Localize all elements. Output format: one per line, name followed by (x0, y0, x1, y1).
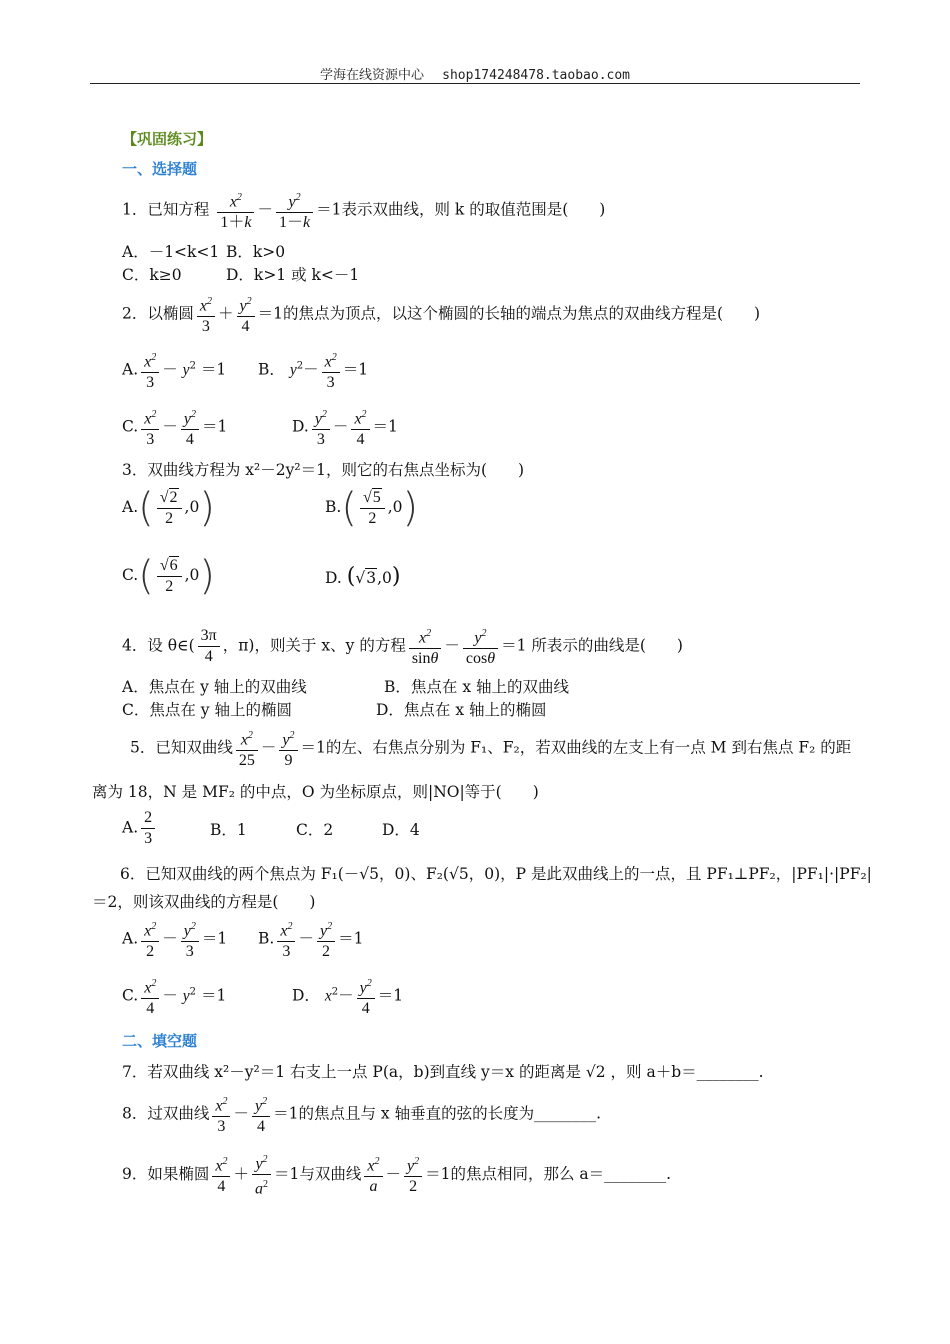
q4-option-d: D．焦点在 x 轴上的椭圆 (376, 701, 547, 719)
q4-option-b: B．焦点在 x 轴上的双曲线 (384, 678, 569, 696)
q4-tail: 所表示的曲线是( ) (531, 636, 683, 655)
q9-lead: 9．如果椭圆 (122, 1164, 210, 1183)
question-6: 6．已知双曲线的两个焦点为 F₁(－√5，0)、F₂(√5，0)，P 是此双曲线上的一点，且 PF₁⊥PF₂，|PF₁|·|PF₂| (120, 865, 872, 883)
q1-option-b: B．k>0 (226, 243, 286, 261)
q2-option-c: C. $\frac{x^2}{3}$ － $\frac{y^2}{4}$ ＝1 (122, 405, 227, 450)
q2-lead: 2．以椭圆 (122, 304, 194, 323)
q9-tail: 的焦点相同，那么 a＝________. (450, 1164, 672, 1183)
q2-option-b: B． $y^2-$ $\frac{x^2}{3}$ ＝1 (258, 348, 368, 393)
q1-lead: 1．已知方程 (122, 200, 210, 219)
q4-lead: 4．设 θ∈( (122, 636, 195, 655)
q3-option-d: D. (√3,0) (325, 564, 401, 589)
q5-option-a: A. $\frac{2}{3}$ (122, 808, 158, 849)
question-5: 5．已知双曲线 $\frac{x^2}{25}$ － $\frac{y^2}{9}$ ＝1的左、右焦点分别为 F₁、F₂，若双曲线的左支上有一点 M 到右焦点 F₂ 的距 (130, 726, 851, 771)
q2-option-a: A. $\frac{x^2}{3}$ － $y^2 =1$ (122, 348, 226, 393)
q1-option-c: C．k≥0 (122, 266, 182, 284)
question-1: 1．已知方程 $\frac{x^2}{1+k}$ － $\frac{y^2}{1-k}$ ＝1表示双曲线，则 k 的取值范围是( ) (122, 188, 605, 233)
q4-option-c: C．焦点在 y 轴上的椭圆 (122, 701, 292, 719)
question-5-line2: 离为 18，N 是 MF₂ 的中点，O 为坐标原点，则|NO|等于( ) (92, 783, 539, 801)
page-header (0, 64, 950, 83)
q1-option-a: A．－1<k<1 (122, 243, 220, 261)
header-site: 学海在线资源中心 (320, 68, 425, 83)
part2-title: 二、填空题 (122, 1032, 198, 1050)
q4-mid: ，π)，则关于 x、y 的方程 (222, 636, 406, 655)
q1-frac-1: $\frac{x^2}{1+k}$ (217, 188, 254, 233)
q6-option-b: B. $\frac{x^2}{3}$ － $\frac{y^2}{2}$ ＝1 (258, 917, 363, 962)
q2-frac-2: $\frac{y^2}{4}$ (237, 292, 255, 337)
section-title: 【巩固练习】 (122, 130, 213, 148)
q1-tail: 表示双曲线，则 k 的取值范围是( ) (341, 200, 606, 219)
q6-option-d: D． $x^2-$ $\frac{y^2}{4}$ ＝1 (292, 974, 403, 1019)
q3-option-a: A.( $\frac{√2}{2}$ ,0) (122, 485, 215, 531)
question-4: 4．设 θ∈( $\frac{3\pi}{4}$ ，π)，则关于 x、y 的方程 $\frac{x^2}{\sin\theta}$ － $\frac{y^2}{\cos\theta}$ ＝1 所表示的曲线是( ) (122, 624, 683, 669)
q4-option-a: A．焦点在 y 轴上的双曲线 (122, 678, 307, 696)
question-3: 3．双曲线方程为 x²－2y²＝1，则它的右焦点坐标为( ) (122, 461, 525, 479)
q2-frac-1: $\frac{x^2}{3}$ (197, 292, 215, 337)
question-9: 9．如果椭圆 $\frac{x^2}{4}$ ＋ $\frac{y^2}{a^2}$ ＝1与双曲线 $\frac{x^2}{a}$ － $\frac{y^2}{2}$ ＝1的焦点相同，那么 a＝________. (122, 1150, 671, 1200)
question-8: 8．过双曲线 $\frac{x^2}{3}$ － $\frac{y^2}{4}$ ＝1的焦点且与 x 轴垂直的弦的长度为________. (122, 1092, 601, 1137)
q5-option-c: C．2 (296, 821, 334, 839)
q8-tail: 的焦点且与 x 轴垂直的弦的长度为________. (298, 1104, 602, 1123)
q2-tail: 的焦点为顶点，以这个椭圆的长轴的端点为焦点的双曲线方程是( ) (282, 304, 761, 323)
q6-option-c: C. $\frac{x^2}{4}$ － $y^2 =1$ (122, 974, 226, 1019)
part1-title: 一、选择题 (122, 160, 198, 178)
q8-lead: 8．过双曲线 (122, 1104, 210, 1123)
question-2: 2．以椭圆 $\frac{x^2}{3}$ ＋ $\frac{y^2}{4}$ ＝1的焦点为顶点，以这个椭圆的长轴的端点为焦点的双曲线方程是( ) (122, 292, 760, 337)
q5-option-b: B．1 (210, 821, 247, 839)
header-url: shop174248478.taobao.com (442, 68, 630, 83)
q1-option-d: D．k>1 或 k<－1 (226, 266, 360, 284)
q5-lead: 5．已知双曲线 (130, 738, 233, 757)
q5-tail: 的左、右焦点分别为 F₁、F₂，若双曲线的左支上有一点 M 到右焦点 F₂ 的距 (325, 738, 852, 757)
q2-option-d: D. $\frac{y^2}{3}$ － $\frac{x^2}{4}$ ＝1 (292, 405, 398, 450)
q3-option-b: B.( $\frac{√5}{2}$ ,0) (325, 485, 419, 531)
q6-option-a: A. $\frac{x^2}{2}$ － $\frac{y^2}{3}$ ＝1 (122, 917, 227, 962)
header-rule (90, 83, 860, 84)
q9-mid: 与双曲线 (299, 1164, 362, 1183)
q5-option-d: D．4 (382, 821, 420, 839)
question-6-line2: ＝2，则该双曲线的方程是( ) (92, 893, 316, 911)
q1-frac-2: $\frac{y^2}{1-k}$ (276, 188, 313, 233)
question-7: 7．若双曲线 x²－y²＝1 右支上一点 P(a，b)到直线 y＝x 的距离是 √2 ，则 a＋b＝________. (122, 1063, 764, 1081)
q3-option-c: C.( $\frac{√6}{2}$ ,0) (122, 553, 216, 599)
